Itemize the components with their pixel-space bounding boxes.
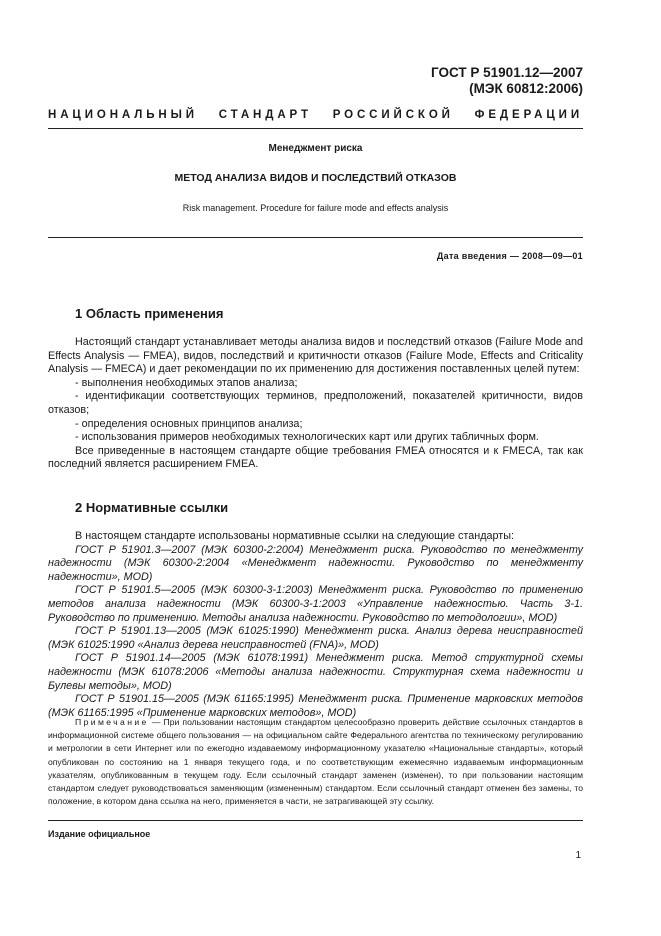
banner-word: НАЦИОНАЛЬНЫЙ [48,109,198,121]
note-label: Примечание [75,717,149,727]
banner-word: СТАНДАРТ [218,109,312,121]
list-item: - определения основных принципов анализа; [75,417,303,430]
note-text: — При пользовании настоящим стандартом целесообразно проверить действие ссылочных стандартов в информационной системе общего пользования — на официальном сайте Федерального агентства по техническому регулированию и метрологии в сети Интернет или по ежегодно издаваемому информационному указателю «Национальные стандарты», который опубликован по состоянию на 1 января текущего года, и по соответствующим ежемесячно издаваемым информационным указателям, опубликованным в текущем году. Если ссылочный стандарт заменен (изменен), то при пользовании настоящим стандартом следует руководствоваться заменяющим (измененным) стандартом. Если ссылочный стандарт отменен без замены, то положение, в котором дана ссылка на него, применяется в части, не затрагивающей эту ссылку. [48,717,583,807]
section-1-body [48,336,583,472]
title-ru: МЕТОД АНАЛИЗА ВИДОВ И ПОСЛЕДСТВИЙ ОТКАЗОВ [174,172,457,184]
official-edition-label: Издание официальное [48,829,151,839]
normative-reference: ГОСТ Р 51901.13—2005 (МЭК 61025:1990) Менеджмент риска. Анализ дерева неисправностей (МЭК 61025:1990 «Анализ дерева неисправностей (FNA)», MOD) [48,625,583,651]
standard-code: ГОСТ Р 51901.12—2007 [431,65,583,80]
list-item: - идентификации соответствующих терминов, предположений, показателей критичности, видов отказов; [48,390,583,416]
section-1-paragraph: Все приведенные в настоящем стандарте общие требования FMEA относятся и к FMECA, так как последний является расширением FMEA. [48,444,583,471]
title-en: Risk management. Procedure for failure mode and effects analysis [182,203,449,213]
page-number: 1 [575,850,581,861]
normative-reference: ГОСТ Р 51901.15—2005 (МЭК 61165:1995) Менеджмент риска. Применение марковских методов (МЭК 61165:1995 «Применение марковских методов», MOD) [48,693,583,719]
section-2-body [48,530,583,720]
footer-divider [48,820,583,821]
iec-code: (МЭК 60812:2006) [469,81,583,96]
normative-reference: ГОСТ Р 51901.3—2007 (МЭК 60300-2:2004) Менеджмент риска. Руководство по менеджменту надежности (МЭК 60300-2:2004 «Менеджмент надежности. Руководство по менеджменту надежности», MOD) [48,543,583,583]
national-standard-banner [48,109,583,121]
normative-reference: ГОСТ Р 51901.14—2005 (МЭК 61078:1991) Менеджмент риска. Метод структурной схемы надежности (МЭК 61078:2006 «Методы анализа надежности. Структурная схема надежности и Булевы методы», MOD) [48,652,583,692]
header-divider [48,128,583,129]
banner-word: ФЕДЕРАЦИИ [474,109,583,121]
title-divider [48,237,583,238]
section-1-paragraph: Настоящий стандарт устанавливает методы анализа видов и последствий отказов (Failure Mode and Effects Analysis — FMEA), видов, последствий и критичности отказов (Failure Mode, Effects and Criticality Analysis — FMECA) и дает рекомендации по их применению для достижения поставленных целей путем: [48,336,583,376]
section-2-heading: 2 Нормативные ссылки [75,500,229,515]
section-1-heading: 1 Область применения [75,306,224,321]
normative-reference: ГОСТ Р 51901.5—2005 (МЭК 60300-3-1:2003) Менеджмент риска. Руководство по применению методов анализа надежности (МЭК 60300-3-1:2003 «Управление надежностью. Часть 3-1. Руководство по применению. Методы анализа надежности. Руководство по методологии», MOD) [48,584,583,624]
section-2-intro: В настоящем стандарте использованы нормативные ссылки на следующие стандарты: [75,530,514,542]
introduction-date: Дата введения — 2008—09—01 [436,251,583,261]
note-block [48,716,583,808]
banner-word: РОССИЙСКОЙ [332,109,454,121]
list-item: - использования примеров необходимых технологических карт или других табличных форм. [75,431,539,444]
standard-code-block [431,65,583,97]
list-item: - выполнения необходимых этапов анализа; [75,376,298,389]
subtitle-ru: Менеджмент риска [268,143,363,154]
